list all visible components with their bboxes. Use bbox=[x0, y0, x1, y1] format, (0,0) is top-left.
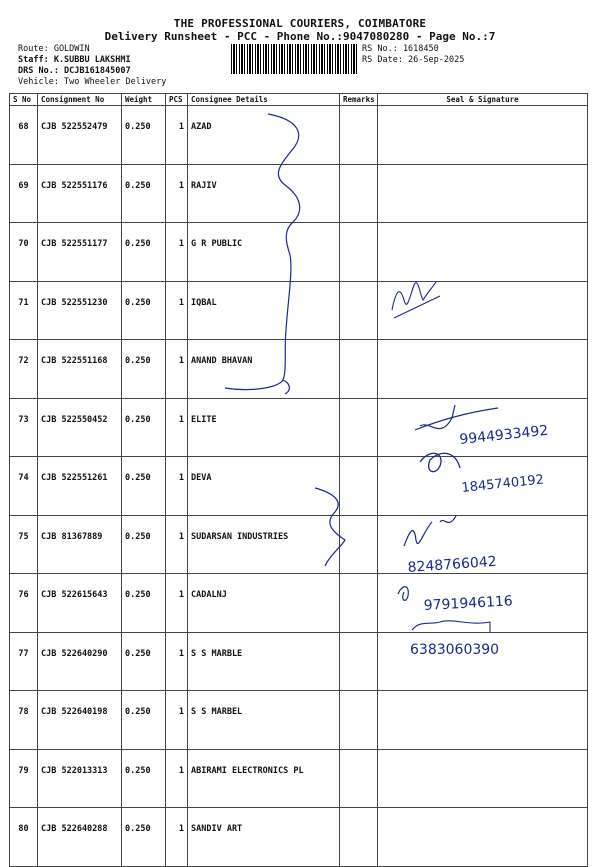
weight-cell: 0.250 bbox=[122, 515, 166, 574]
route-text: Route: GOLDWIN bbox=[18, 44, 90, 54]
serial-number-cell: 68 bbox=[10, 106, 38, 165]
table-row bbox=[10, 223, 588, 282]
serial-number-cell: 72 bbox=[10, 340, 38, 399]
signature-cell bbox=[378, 223, 588, 282]
consignment-number-cell: CJB 522551168 bbox=[38, 340, 122, 399]
serial-number-cell: 76 bbox=[10, 574, 38, 633]
pcs-cell: 1 bbox=[166, 691, 188, 750]
weight-cell: 0.250 bbox=[122, 574, 166, 633]
serial-number-cell: 71 bbox=[10, 281, 38, 340]
col-header: Consignee Details bbox=[188, 94, 340, 106]
table-row bbox=[10, 691, 588, 750]
remarks-cell bbox=[340, 515, 378, 574]
signature-cell bbox=[378, 340, 588, 399]
table-row bbox=[10, 808, 588, 867]
remarks-cell bbox=[340, 223, 378, 282]
consignment-number-cell: CJB 522550452 bbox=[38, 398, 122, 457]
table-header-row bbox=[10, 94, 588, 106]
weight-cell: 0.250 bbox=[122, 340, 166, 399]
remarks-cell bbox=[340, 749, 378, 808]
consignment-number-cell: CJB 522552479 bbox=[38, 106, 122, 165]
remarks-cell bbox=[340, 164, 378, 223]
consignment-number-cell: CJB 522551261 bbox=[38, 457, 122, 516]
pcs-cell: 1 bbox=[166, 106, 188, 165]
consignment-number-cell: CJB 522640290 bbox=[38, 632, 122, 691]
signature-cell bbox=[378, 106, 588, 165]
consignment-number-cell: CJB 522013313 bbox=[38, 749, 122, 808]
page-title: THE PROFESSIONAL COURIERS, COIMBATORE bbox=[173, 17, 427, 30]
handwritten-phone: 1845740192 bbox=[460, 472, 545, 496]
consignee-cell: ANAND BHAVAN bbox=[188, 340, 340, 399]
signature-cell bbox=[378, 457, 588, 516]
table-row bbox=[10, 515, 588, 574]
serial-number-cell: 74 bbox=[10, 457, 38, 516]
weight-cell: 0.250 bbox=[122, 223, 166, 282]
serial-number-cell: 75 bbox=[10, 515, 38, 574]
pcs-cell: 1 bbox=[166, 398, 188, 457]
pcs-cell: 1 bbox=[166, 281, 188, 340]
consignee-cell: S S MARBEL bbox=[188, 691, 340, 750]
runsheet-table bbox=[9, 93, 588, 867]
signature-cell bbox=[378, 398, 588, 457]
pcs-cell: 1 bbox=[166, 223, 188, 282]
signature-cell bbox=[378, 691, 588, 750]
weight-cell: 0.250 bbox=[122, 632, 166, 691]
weight-cell: 0.250 bbox=[122, 106, 166, 165]
weight-cell: 0.250 bbox=[122, 749, 166, 808]
consignee-cell: CADALNJ bbox=[188, 574, 340, 633]
remarks-cell bbox=[340, 574, 378, 633]
col-header: Weight bbox=[122, 94, 166, 106]
drs-text: DRS No.: DCJB161845007 bbox=[18, 66, 131, 76]
rs-no-text: RS No.: 1618450 bbox=[362, 44, 439, 54]
pcs-cell: 1 bbox=[166, 574, 188, 633]
handwritten-phone: 6383060390 bbox=[410, 642, 500, 658]
handwritten-phone: 9944933492 bbox=[458, 422, 550, 448]
weight-cell: 0.250 bbox=[122, 457, 166, 516]
consignee-cell: S S MARBLE bbox=[188, 632, 340, 691]
page-subtitle: Delivery Runsheet - PCC - Phone No.:9047080280 - Page No.:7 bbox=[104, 30, 496, 43]
consignee-cell: ABIRAMI ELECTRONICS PL bbox=[188, 749, 340, 808]
table-row bbox=[10, 281, 588, 340]
rs-date-text: RS Date: 26-Sep-2025 bbox=[362, 55, 465, 65]
signature-cell bbox=[378, 515, 588, 574]
consignee-cell: IQBAL bbox=[188, 281, 340, 340]
consignment-number-cell: CJB 522640288 bbox=[38, 808, 122, 867]
remarks-cell bbox=[340, 340, 378, 399]
remarks-cell bbox=[340, 691, 378, 750]
serial-number-cell: 69 bbox=[10, 164, 38, 223]
table-row bbox=[10, 340, 588, 399]
table-row bbox=[10, 632, 588, 691]
consignee-cell: AZAD bbox=[188, 106, 340, 165]
table-row bbox=[10, 749, 588, 808]
remarks-cell bbox=[340, 632, 378, 691]
weight-cell: 0.250 bbox=[122, 691, 166, 750]
pcs-cell: 1 bbox=[166, 457, 188, 516]
meta-right bbox=[362, 44, 464, 66]
pcs-cell: 1 bbox=[166, 515, 188, 574]
consignee-cell: SUDARSAN INDUSTRIES bbox=[188, 515, 340, 574]
remarks-cell bbox=[340, 457, 378, 516]
consignment-number-cell: CJB 522640198 bbox=[38, 691, 122, 750]
consignee-cell: G R PUBLIC bbox=[188, 223, 340, 282]
staff-text: Staff: K.SUBBU LAKSHMI bbox=[18, 55, 131, 65]
pcs-cell: 1 bbox=[166, 164, 188, 223]
col-header: S No bbox=[10, 94, 38, 106]
consignment-number-cell: CJB 522615643 bbox=[38, 574, 122, 633]
serial-number-cell: 78 bbox=[10, 691, 38, 750]
consignment-number-cell: CJB 522551176 bbox=[38, 164, 122, 223]
signature-cell bbox=[378, 749, 588, 808]
barcode-image bbox=[231, 44, 359, 74]
col-header: Seal & Signature bbox=[378, 94, 588, 106]
signature-cell bbox=[378, 574, 588, 633]
consignment-number-cell: CJB 522551230 bbox=[38, 281, 122, 340]
remarks-cell bbox=[340, 281, 378, 340]
signature-cell bbox=[378, 281, 588, 340]
remarks-cell bbox=[340, 106, 378, 165]
consignee-cell: SANDIV ART bbox=[188, 808, 340, 867]
handwritten-phone: 9791946116 bbox=[423, 593, 514, 614]
table-row bbox=[10, 398, 588, 457]
weight-cell: 0.250 bbox=[122, 808, 166, 867]
signature-cell bbox=[378, 808, 588, 867]
handwritten-phone: 8248766042 bbox=[407, 553, 498, 576]
weight-cell: 0.250 bbox=[122, 281, 166, 340]
table-row bbox=[10, 457, 588, 516]
meta-left bbox=[18, 44, 166, 88]
weight-cell: 0.250 bbox=[122, 398, 166, 457]
table-row bbox=[10, 574, 588, 633]
consignee-cell: ELITE bbox=[188, 398, 340, 457]
serial-number-cell: 80 bbox=[10, 808, 38, 867]
col-header: PCS bbox=[166, 94, 188, 106]
signature-cell bbox=[378, 164, 588, 223]
weight-cell: 0.250 bbox=[122, 164, 166, 223]
col-header: Consignment No bbox=[38, 94, 122, 106]
pcs-cell: 1 bbox=[166, 340, 188, 399]
signature-cell bbox=[378, 632, 588, 691]
remarks-cell bbox=[340, 808, 378, 867]
pcs-cell: 1 bbox=[166, 632, 188, 691]
pcs-cell: 1 bbox=[166, 808, 188, 867]
vehicle-text: Vehicle: Two Wheeler Delivery bbox=[18, 77, 167, 87]
pcs-cell: 1 bbox=[166, 749, 188, 808]
table-row bbox=[10, 164, 588, 223]
consignee-cell: DEVA bbox=[188, 457, 340, 516]
serial-number-cell: 70 bbox=[10, 223, 38, 282]
remarks-cell bbox=[340, 398, 378, 457]
serial-number-cell: 77 bbox=[10, 632, 38, 691]
consignee-cell: RAJIV bbox=[188, 164, 340, 223]
consignment-number-cell: CJB 522551177 bbox=[38, 223, 122, 282]
col-header: Remarks bbox=[340, 94, 378, 106]
consignment-number-cell: CJB 81367889 bbox=[38, 515, 122, 574]
table-row bbox=[10, 106, 588, 165]
serial-number-cell: 73 bbox=[10, 398, 38, 457]
serial-number-cell: 79 bbox=[10, 749, 38, 808]
